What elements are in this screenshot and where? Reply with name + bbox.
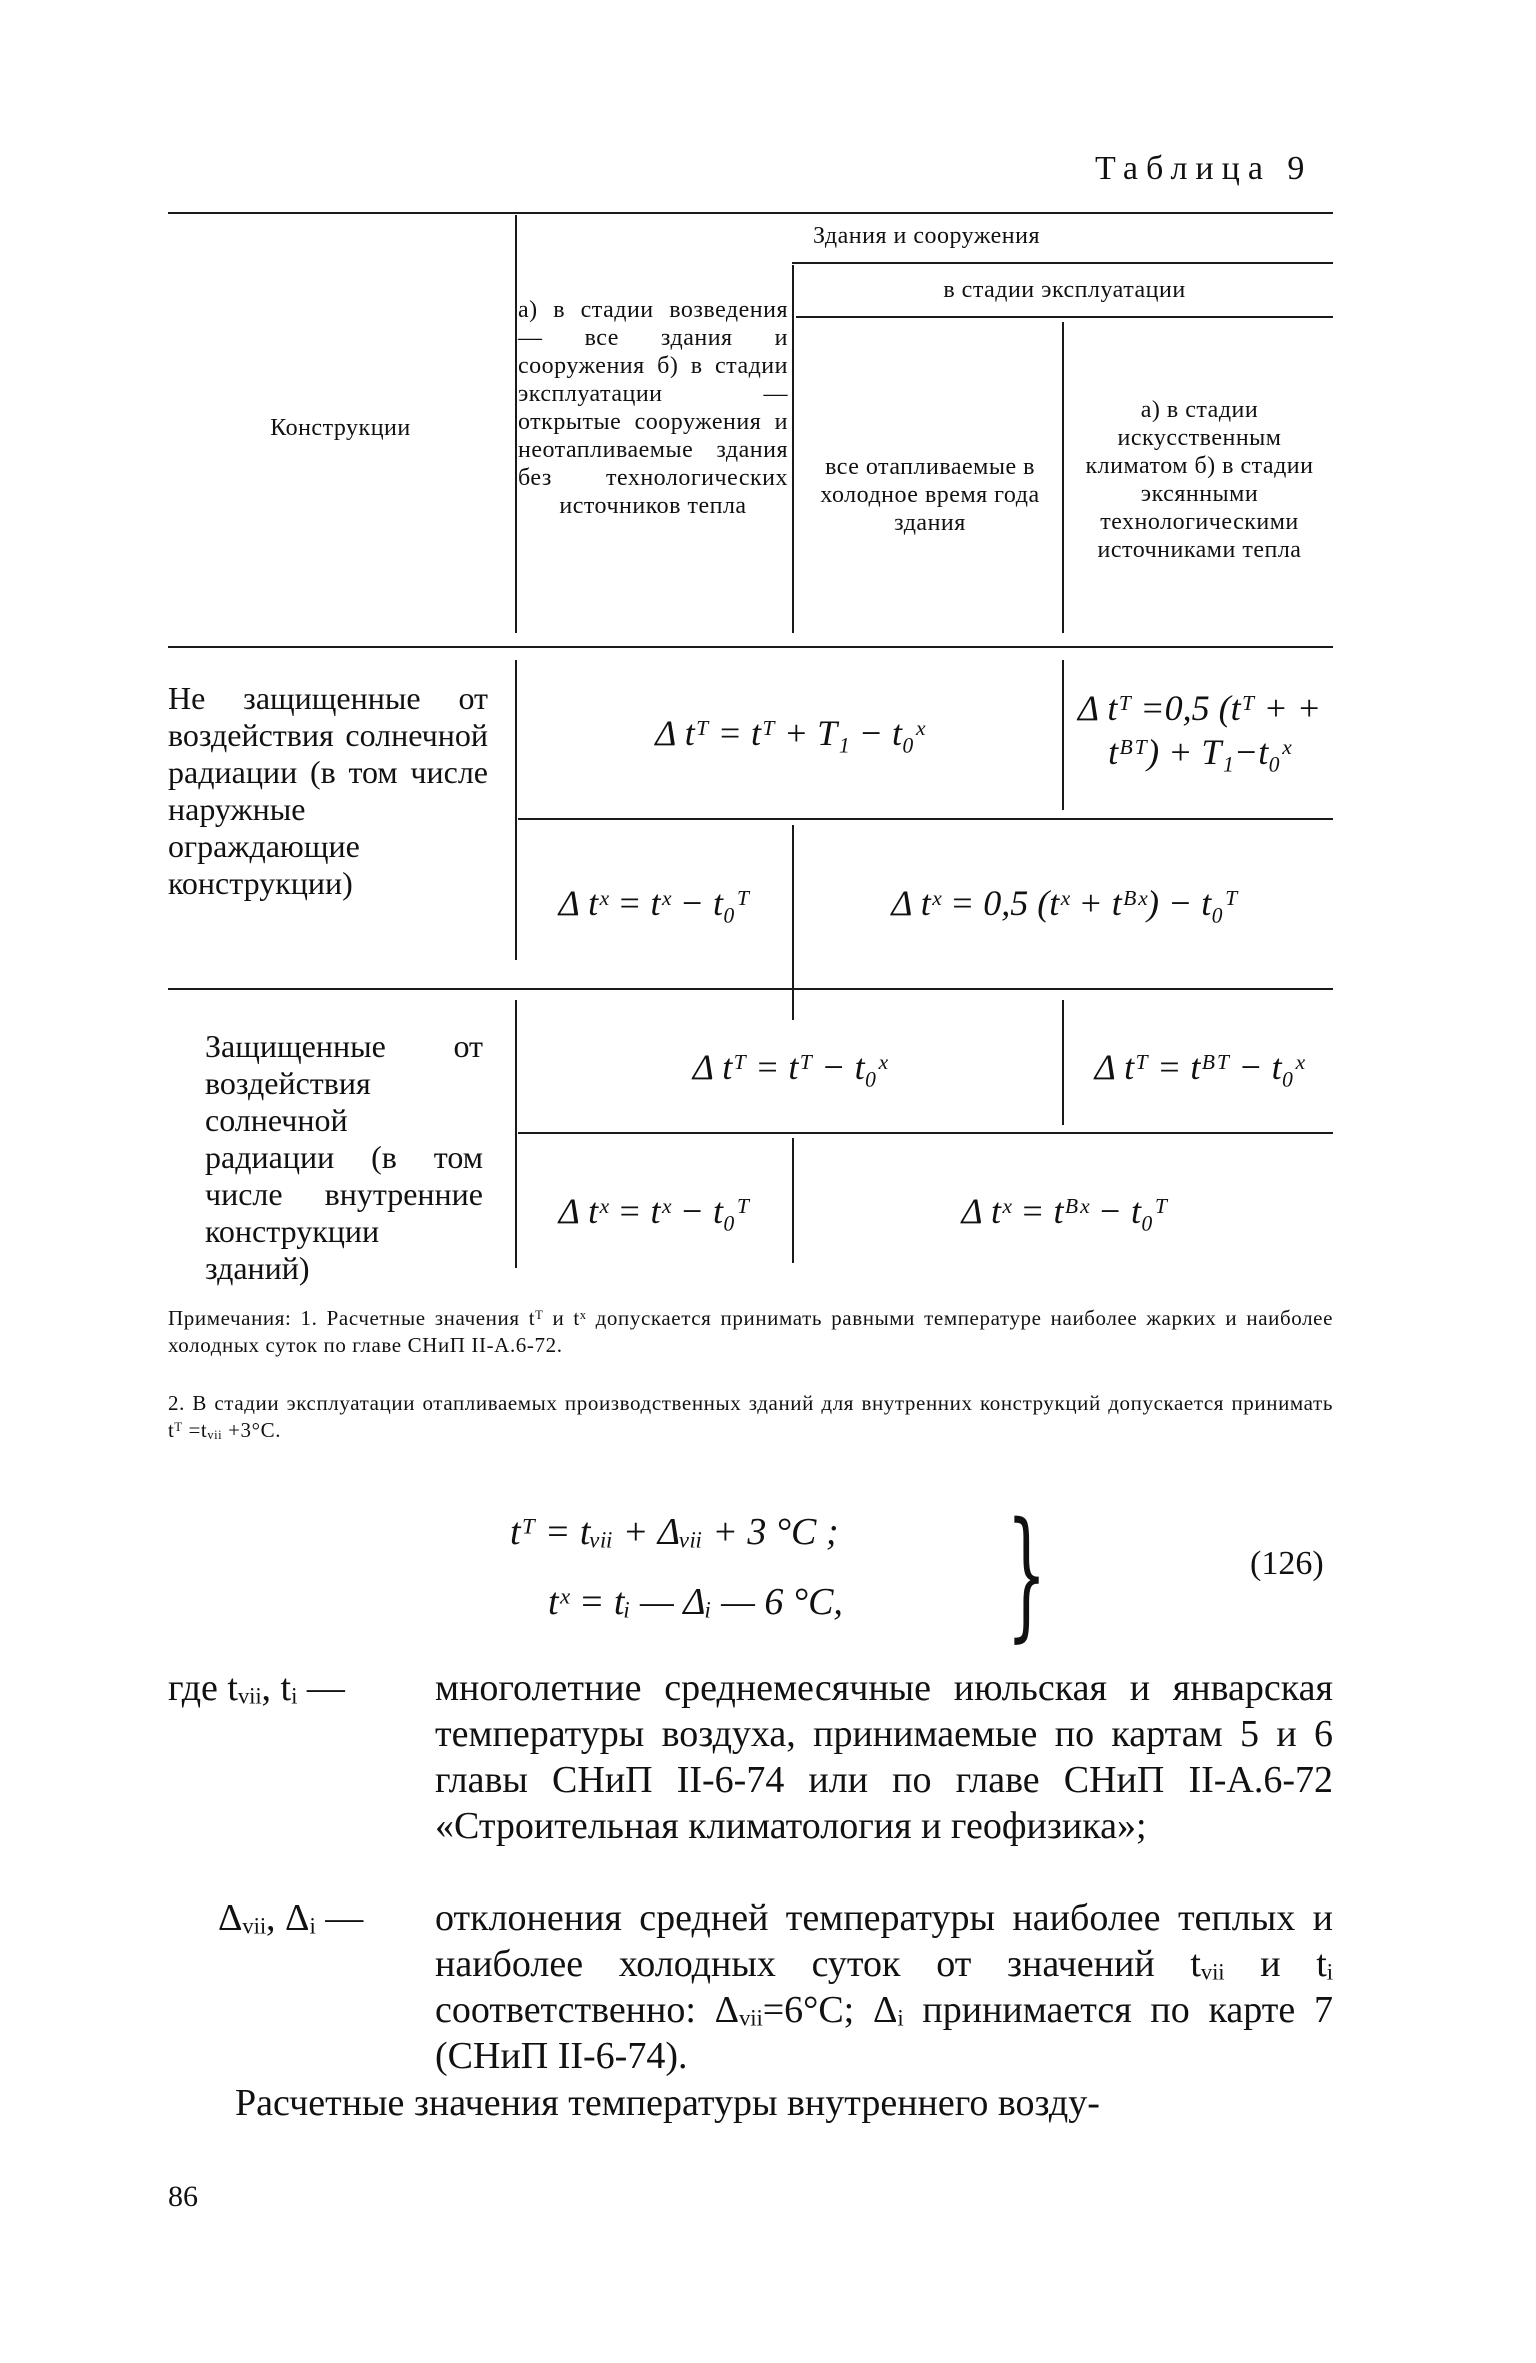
- row1-split-rule: [518, 818, 1333, 820]
- row2-formula-top-left: Δ tᵀ = tᵀ − t₀ˣ: [692, 1047, 888, 1087]
- header-divider-left: [515, 215, 517, 633]
- header-bottom-rule: [168, 646, 1333, 648]
- equation-brace: }: [1006, 1493, 1047, 1656]
- row1-formula-bottom-left: Δ tˣ = tˣ − t₀ᵀ: [558, 883, 750, 923]
- header-col-b: все отапливаемые в холодное время года здания: [820, 454, 1040, 536]
- row2-divider-top-right: [1062, 1000, 1064, 1125]
- header-constructions: Конструкции: [270, 415, 411, 441]
- table-top-rule: [168, 212, 1333, 214]
- equation-line-1: tᵀ = tᵥᵢᵢ + Δᵥᵢᵢ + 3 °С ;: [510, 1511, 839, 1553]
- row2-divider-bottom-mid: [792, 1138, 794, 1263]
- row2-formula-top-right: Δ tᵀ = tᴮᵀ − t₀ˣ: [1094, 1047, 1305, 1087]
- equation-number: (126): [1250, 1545, 1324, 1582]
- operation-underline: [796, 316, 1333, 318]
- row1-divider-left: [515, 660, 517, 960]
- equation-line-2: tˣ = tᵢ — Δᵢ — 6 °С,: [548, 1581, 843, 1623]
- row1-formula-top-left: Δ tᵀ = tᵀ + T₁ − t₀ˣ: [655, 713, 925, 753]
- row2-formula-bottom-left: Δ tˣ = tˣ − t₀ᵀ: [558, 1191, 750, 1231]
- row1-formula-bottom-right: Δ tˣ = 0,5 (tˣ + tᴮˣ) − t₀ᵀ: [891, 883, 1238, 923]
- header-operation-title: в стадии эксплуатации: [943, 277, 1186, 303]
- row1-divider-bottom-mid: [792, 825, 794, 1020]
- row2-divider-left: [515, 1000, 517, 1268]
- header-group-title: Здания и сооружения: [812, 223, 1041, 249]
- row1-formula-top-right: Δ tᵀ =0,5 (tᵀ + + tᴮᵀ) + T₁−t₀ˣ: [1077, 688, 1322, 772]
- row1-bottom-rule: [168, 988, 1333, 990]
- group-underline: [792, 262, 1333, 264]
- note-1: Примечания: 1. Расчетные значения tᵀ и tˣ допускается принимать равными температуре наиболее жарких и наиболее холодных суток по главе СНиП II-А.6-72.: [168, 1306, 1333, 1357]
- definition-2-body: отклонения средней температуры наиболее теплых и наиболее холодных суток от значений tᵥᵢᵢ и tᵢ соответственно: Δᵥᵢᵢ=6°С; Δᵢ принимается по карте 7 (СНиП II-6-74).: [435, 1897, 1333, 2077]
- row2-formula-bottom-right: Δ tˣ = tᴮˣ − t₀ᵀ: [961, 1191, 1168, 1231]
- definition-1-term: где tᵥᵢᵢ, tᵢ —: [168, 1667, 345, 1709]
- note-2: 2. В стадии эксплуатации отапливаемых производственных зданий для внутренних конструкций допускается принимать tᵀ =tᵥᵢᵢ +3°С.: [168, 1391, 1333, 1442]
- header-col-a: а) в стадии возведения — все здания и сооружения б) в стадии эксплуатации — открытые сооружения и неотапливаемые здания без технологических источников тепла: [518, 297, 788, 519]
- header-divider-mid: [792, 265, 794, 633]
- row2-split-rule: [518, 1132, 1333, 1134]
- header-col-c: а) в стадии искусственным климатом б) в стадии эксянными технологическими источниками тепла: [1085, 397, 1314, 563]
- page-number: 86: [168, 2180, 198, 2213]
- row1-label: Не защищенные от воздействия солнечной радиации (в том числе наружные ограждающие конструкции): [168, 680, 488, 901]
- closing-line: Расчетные значения температуры внутреннего возду-: [235, 2082, 1100, 2124]
- row1-divider-top-right: [1062, 660, 1064, 810]
- table-caption: Таблица 9: [1095, 150, 1313, 187]
- row2-label: Защищенные от воздействия солнечной радиации (в том числе внутренние конструкции зданий): [205, 1028, 483, 1286]
- header-divider-right: [1062, 322, 1064, 633]
- definition-1-body: многолетние среднемесячные июльская и январская температуры воздуха, принимаемые по картам 5 и 6 главы СНиП II-6-74 или по главе СНиП II-А.6-72 «Строительная климатология и геофизика»;: [435, 1667, 1333, 1847]
- definition-2-term: Δᵥᵢᵢ, Δᵢ —: [218, 1897, 364, 1939]
